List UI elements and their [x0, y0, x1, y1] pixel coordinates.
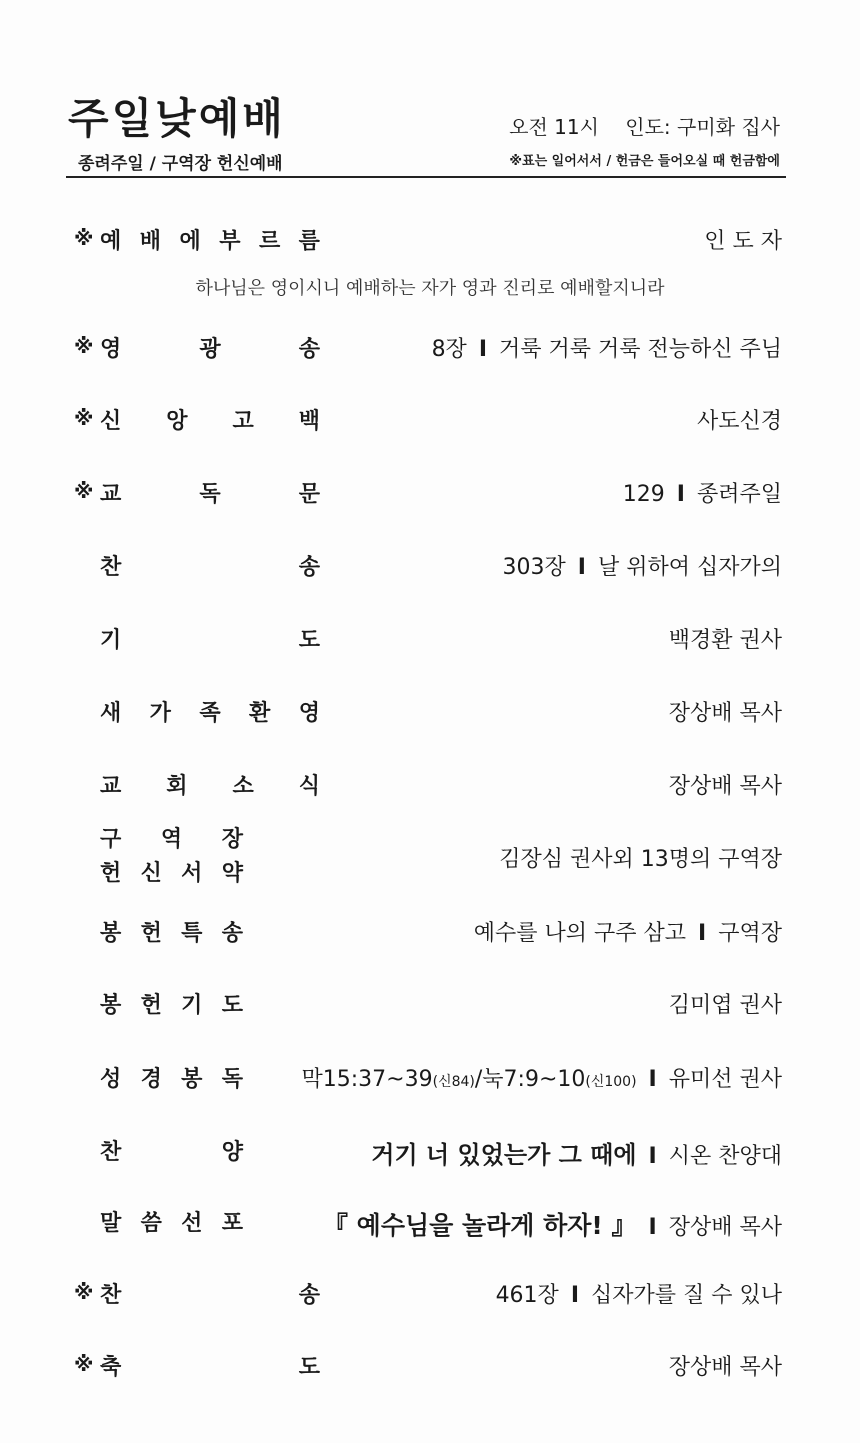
reading-title: 종려주일	[696, 482, 782, 507]
anthem-title: 거기 너 있었는가 그 때에	[371, 1141, 637, 1169]
label-char: 말	[100, 1211, 122, 1236]
service-time-leader	[489, 111, 780, 140]
order-item-label	[100, 916, 243, 947]
label-char: 르	[258, 229, 281, 254]
scripture-verse: 하나님은 영이시니 예배하는 자가 영과 진리로 예배할지니라	[195, 278, 665, 299]
page-ref: (신100)	[585, 1074, 637, 1090]
order-item-content: 백경환 권사	[668, 628, 782, 653]
label-char: 고	[232, 409, 254, 434]
label-char: 교	[100, 774, 122, 799]
order-item-content: 사도신경	[696, 409, 782, 434]
standing-mark: ※	[74, 226, 94, 250]
order-item-label	[100, 404, 320, 435]
order-item-closing-hymn	[74, 1272, 782, 1312]
order-item-content: 김장심 권사외 13명의 구역장	[499, 847, 782, 872]
hymn-number: 303장	[502, 555, 566, 580]
choir: 시온 찬양대	[668, 1144, 782, 1169]
label-char: 앙	[166, 409, 188, 434]
order-item-content: 인 도 자	[704, 229, 782, 254]
page-ref: (신84)	[432, 1074, 475, 1090]
label-char: 교	[100, 482, 122, 507]
label-char: 새	[100, 701, 122, 726]
order-item-creed	[74, 398, 782, 438]
label-char: 포	[221, 1211, 243, 1236]
order-item-announcements	[74, 763, 782, 803]
label-char: 봉	[100, 993, 122, 1018]
label-char: 족	[199, 701, 221, 726]
label-char: 헌	[140, 921, 162, 946]
service-note: ※표는 일어서서 / 헌금은 들어오실 때 헌금함에	[509, 154, 780, 169]
label-char: 송	[298, 337, 320, 362]
order-item-content: 김미엽 권사	[668, 993, 782, 1018]
page-title: 주일낮예배	[68, 94, 286, 143]
standing-mark: ※	[74, 1352, 94, 1376]
order-item-offertory-special	[74, 910, 782, 950]
performer: 구역장	[718, 921, 782, 946]
label-char: 배	[139, 229, 161, 254]
order-item-label	[100, 769, 320, 800]
order-item-content	[302, 1062, 782, 1093]
order-item-content	[323, 1206, 782, 1242]
order-item-content	[432, 332, 782, 363]
separator: I	[577, 555, 586, 580]
order-item-call-to-worship	[74, 218, 782, 258]
order-item-sermon	[74, 1200, 782, 1240]
order-item-pledge	[74, 827, 782, 886]
standing-mark: ※	[74, 1280, 94, 1304]
standing-mark: ※	[74, 479, 94, 503]
label-char: 약	[221, 861, 243, 886]
order-item-prayer	[74, 617, 782, 657]
order-item-content	[474, 916, 782, 947]
label-char: 헌	[100, 861, 122, 886]
order-item-content: 장상배 목사	[668, 1355, 782, 1380]
label-char: 환	[249, 701, 271, 726]
label-char: 름	[298, 229, 320, 254]
label-char: 신	[100, 409, 122, 434]
reader: 유미선 권사	[668, 1067, 782, 1092]
order-item-label	[100, 623, 320, 654]
label-char: 기	[181, 993, 203, 1018]
reading-number: 129	[622, 482, 665, 507]
label-char: 식	[298, 774, 320, 799]
label-char: 독	[221, 1067, 243, 1092]
label-char: 경	[140, 1067, 162, 1092]
label-char: 문	[298, 482, 320, 507]
header-divider	[66, 176, 786, 178]
separator: I	[570, 1283, 579, 1308]
hymn-title: 거룩 거룩 거룩 전능하신 주님	[499, 337, 782, 362]
service-subtitle: 종려주일 / 구역장 헌신예배	[78, 154, 283, 174]
label-char: 송	[298, 1283, 320, 1308]
label-char: 헌	[140, 993, 162, 1018]
label-char: 축	[100, 1355, 122, 1380]
order-item-label	[100, 224, 320, 255]
label-char: 도	[298, 628, 320, 653]
separator: I	[676, 482, 685, 507]
label-char: 특	[181, 921, 203, 946]
label-char: 영	[298, 701, 320, 726]
standing-mark: ※	[74, 406, 94, 430]
scripture-ref: 막15:37~39	[301, 1067, 433, 1092]
order-item-label	[100, 1135, 243, 1166]
label-char: 구	[100, 827, 122, 852]
order-item-benediction	[74, 1344, 782, 1384]
order-item-content	[371, 1135, 782, 1170]
order-item-content	[623, 477, 782, 508]
label-char: 장	[221, 827, 243, 852]
separator: I	[648, 1144, 657, 1169]
order-item-hymn	[74, 544, 782, 584]
label-char: 도	[298, 1355, 320, 1380]
label-char: 백	[298, 409, 320, 434]
hymn-title: 십자가를 질 수 있나	[591, 1283, 782, 1308]
label-char: 찬	[100, 1140, 122, 1165]
label-char: 광	[199, 337, 221, 362]
order-item-responsive-reading	[74, 471, 782, 511]
label-char: 기	[100, 628, 122, 653]
order-item-welcome	[74, 690, 782, 730]
label-char: 서	[181, 861, 203, 886]
label-char: 예	[100, 229, 122, 254]
song-title: 예수를 나의 구주 삼고	[473, 921, 687, 946]
order-item-label-line2	[100, 856, 243, 887]
service-time: 오전 11시	[509, 115, 599, 139]
label-char: 신	[140, 861, 162, 886]
preacher: 장상배 목사	[668, 1215, 782, 1240]
order-item-content: 장상배 목사	[668, 774, 782, 799]
order-item-gloria	[74, 326, 782, 366]
label-char: 영	[100, 337, 122, 362]
order-item-anthem	[74, 1129, 782, 1169]
label-char: 부	[219, 229, 241, 254]
label-char: 봉	[181, 1067, 203, 1092]
label-char: 도	[221, 993, 243, 1018]
order-item-label	[100, 1206, 243, 1237]
hymn-number: 461장	[495, 1283, 559, 1308]
hymn-title: 날 위하여 십자가의	[597, 555, 782, 580]
label-char: 봉	[100, 921, 122, 946]
order-item-label	[100, 1062, 243, 1093]
order-item-label	[100, 696, 320, 727]
scripture-ref: /눅7:9~10	[474, 1067, 586, 1092]
separator: I	[648, 1215, 657, 1240]
sermon-title: 『 예수님을 놀라게 하자! 』	[322, 1211, 637, 1240]
label-char: 회	[166, 774, 188, 799]
order-item-label	[100, 332, 320, 363]
order-item-offertory-prayer	[74, 982, 782, 1022]
label-char: 소	[232, 774, 254, 799]
order-item-content: 장상배 목사	[668, 701, 782, 726]
label-char: 송	[221, 921, 243, 946]
separator: I	[478, 337, 487, 362]
service-leader: 인도: 구미화 집사	[625, 115, 780, 139]
label-char: 찬	[100, 555, 122, 580]
order-item-label	[100, 822, 243, 853]
label-char: 에	[179, 229, 201, 254]
order-item-content	[503, 550, 782, 581]
label-char: 성	[100, 1067, 122, 1092]
label-char: 역	[160, 827, 183, 852]
hymn-number: 8장	[431, 337, 467, 362]
order-item-label	[100, 477, 320, 508]
label-char: 씀	[140, 1211, 162, 1236]
separator: I	[648, 1067, 657, 1092]
order-item-label	[100, 1278, 320, 1309]
standing-mark: ※	[74, 334, 94, 358]
order-item-label	[100, 550, 320, 581]
label-char: 가	[149, 701, 171, 726]
order-item-content	[496, 1278, 782, 1309]
label-char: 양	[221, 1140, 243, 1165]
order-item-scripture-reading	[74, 1056, 782, 1096]
label-char: 송	[298, 555, 320, 580]
label-char: 독	[199, 482, 221, 507]
separator: I	[698, 921, 707, 946]
label-char: 찬	[100, 1283, 122, 1308]
order-item-label	[100, 988, 243, 1019]
label-char: 선	[181, 1211, 203, 1236]
order-item-label	[100, 1350, 320, 1381]
